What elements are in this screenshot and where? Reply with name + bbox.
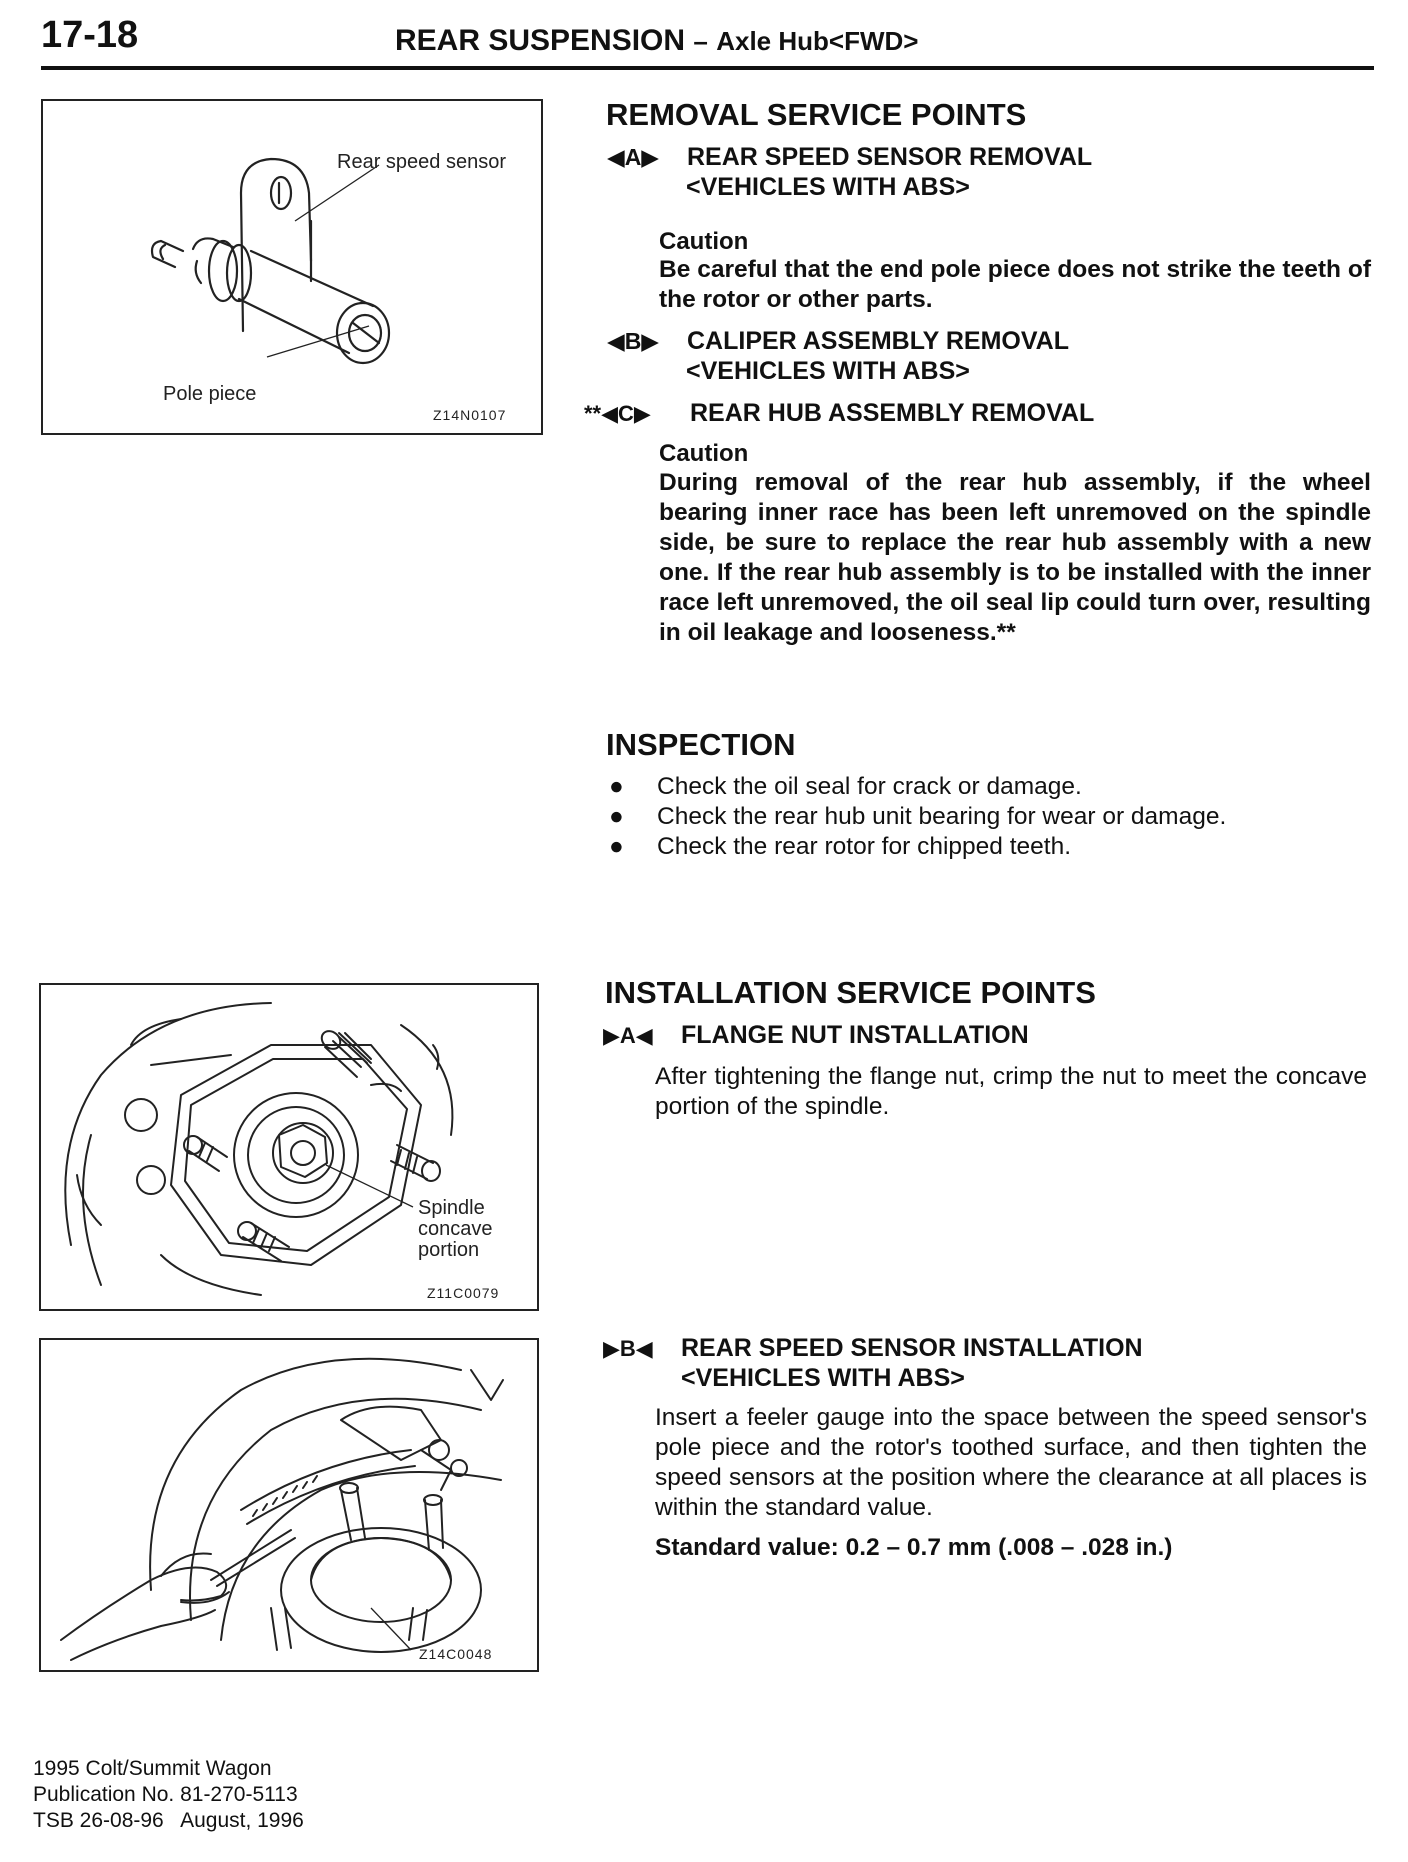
- inspection-item: ● Check the rear hub unit bearing for wear or damage.: [609, 803, 1227, 830]
- section-title: REAR SUSPENSION: [395, 24, 686, 57]
- figure-speed-sensor: [41, 99, 543, 435]
- bullet-icon: ●: [609, 773, 624, 800]
- footer-publication: Publication No. 81-270-5113: [33, 1783, 298, 1806]
- label-spindle-line3: portion: [418, 1239, 480, 1261]
- removal-item-c-line1: REAR HUB ASSEMBLY REMOVAL: [690, 399, 1095, 427]
- figure-code: Z14C0048: [419, 1646, 493, 1662]
- page-title: [395, 24, 918, 58]
- label-spindle-line1: Spindle: [418, 1197, 485, 1219]
- caution-text-c: During removal of the rear hub assembly, if the wheel bearing inner race has been left unremoved on the spindle side, be sure to replace the rear hub assembly with a new one. If the rear hub assembly is to be installed with the inner race left unremoved, the oil seal lip could turn over, resulting in oil leakage and looseness.**: [659, 469, 1371, 646]
- removal-item-b-line2: <VEHICLES WITH ABS>: [686, 357, 970, 385]
- figure-feeler-gauge: [39, 1338, 539, 1672]
- removal-item-b-line1: CALIPER ASSEMBLY REMOVAL: [687, 327, 1069, 355]
- installation-item-b-line2: <VEHICLES WITH ABS>: [681, 1364, 965, 1392]
- marker-b: ◀B▶: [607, 328, 659, 354]
- removal-item-b-title: [607, 326, 1069, 357]
- bullet-icon: ●: [609, 833, 624, 860]
- caution-text-a: Be careful that the end pole piece does not strike the teeth of the rotor or other parts.: [659, 256, 1371, 313]
- caution-label-c: Caution: [659, 440, 749, 467]
- caution-label-a: Caution: [659, 228, 749, 255]
- bullet-icon: ●: [609, 803, 624, 830]
- footer-vehicle: 1995 Colt/Summit Wagon: [33, 1757, 272, 1780]
- marker-a: ◀A▶: [607, 144, 659, 170]
- inspection-item: ● Check the oil seal for crack or damage.: [609, 773, 1082, 800]
- marker-install-a: ▶A◀: [603, 1023, 653, 1048]
- subsection-title: Axle Hub<FWD>: [716, 26, 919, 56]
- marker-c: **◀C▶: [584, 401, 651, 426]
- installation-item-a-line1: FLANGE NUT INSTALLATION: [681, 1021, 1029, 1049]
- removal-item-c-title: [584, 398, 1094, 429]
- removal-item-a-title: [607, 142, 1092, 173]
- marker-install-b: ▶B◀: [603, 1336, 653, 1361]
- installation-item-a-text: After tightening the flange nut, crimp the nut to meet the concave portion of the spindle.: [655, 1063, 1367, 1120]
- label-spindle: [418, 1198, 493, 1261]
- title-separator: –: [693, 26, 708, 56]
- figure-code: Z14N0107: [433, 407, 507, 423]
- label-rear-speed-sensor: Rear speed sensor: [337, 151, 506, 173]
- installation-title: INSTALLATION SERVICE POINTS: [605, 975, 1096, 1010]
- label-pole-piece: Pole piece: [163, 383, 257, 405]
- removal-item-a-line2: <VEHICLES WITH ABS>: [686, 173, 970, 201]
- header-rule: [41, 66, 1374, 70]
- installation-item-b-text: Insert a feeler gauge into the space between the speed sensor's pole piece and the rotor's toothed surface, and then tighten the speed sensors at the position where the clearance at all places is within the standard value.: [655, 1404, 1367, 1521]
- footer-tsb: TSB 26-08-96 August, 1996: [33, 1809, 304, 1832]
- standard-value: Standard value: 0.2 – 0.7 mm (.008 – .028 in.): [655, 1534, 1173, 1561]
- page-number: 17-18: [41, 14, 139, 56]
- installation-item-a-title: [603, 1020, 1029, 1051]
- removal-item-a-line1: REAR SPEED SENSOR REMOVAL: [687, 143, 1093, 171]
- inspection-list: [607, 772, 1367, 862]
- removal-title: REMOVAL SERVICE POINTS: [606, 97, 1027, 132]
- footer: [33, 1756, 304, 1834]
- feeler-gauge-drawing: [41, 1340, 537, 1670]
- installation-item-b-line1: REAR SPEED SENSOR INSTALLATION: [681, 1334, 1143, 1362]
- label-spindle-line2: concave: [418, 1218, 493, 1240]
- inspection-item: ● Check the rear rotor for chipped teeth.: [609, 833, 1071, 860]
- inspection-title: INSPECTION: [606, 727, 796, 762]
- installation-item-b-title: [603, 1333, 1143, 1364]
- figure-spindle: [39, 983, 539, 1311]
- figure-code: Z11C0079: [427, 1285, 500, 1301]
